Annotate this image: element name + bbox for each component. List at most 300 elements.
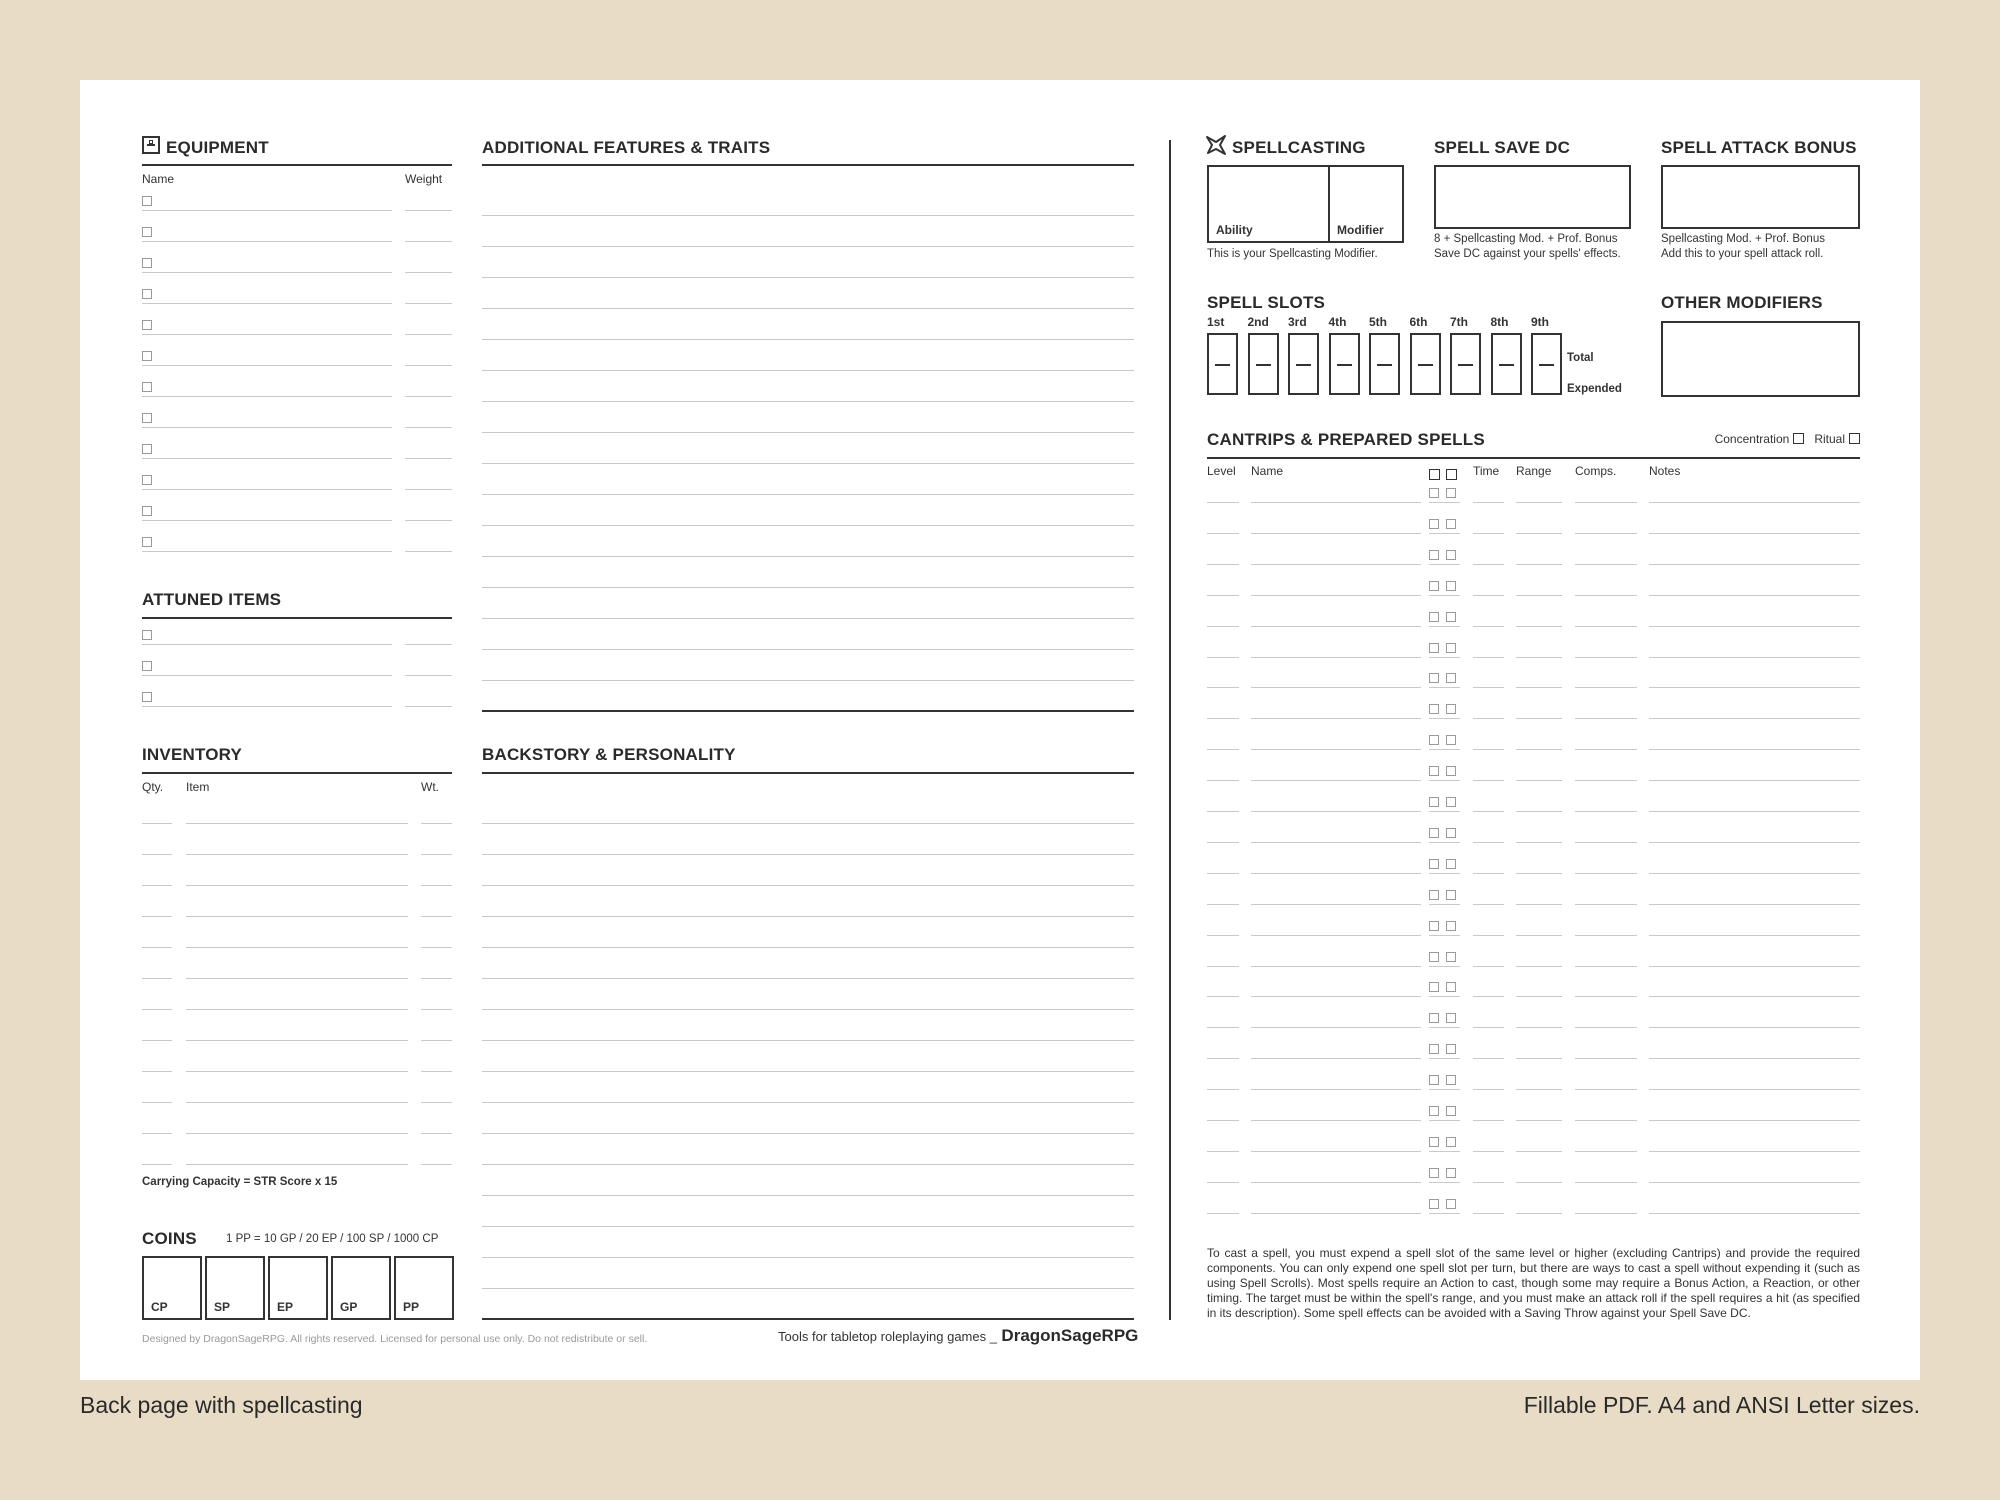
spell-concentration-checkbox[interactable]	[1429, 1199, 1439, 1209]
attuned-weight-line[interactable]	[405, 675, 452, 676]
spell-concentration-checkbox[interactable]	[1429, 1013, 1439, 1023]
spell-notes-line[interactable]	[1649, 564, 1860, 565]
spell-concentration-checkbox[interactable]	[1429, 1137, 1439, 1147]
spell-ritual-checkbox[interactable]	[1446, 550, 1456, 560]
spell-ritual-checkbox[interactable]	[1446, 890, 1456, 900]
equipment-name-line[interactable]	[142, 241, 392, 242]
features-line[interactable]	[482, 587, 1134, 588]
features-line[interactable]	[482, 618, 1134, 619]
features-line[interactable]	[482, 525, 1134, 526]
spell-concentration-checkbox[interactable]	[1429, 890, 1439, 900]
equipment-name-line[interactable]	[142, 396, 392, 397]
spell-comps-line[interactable]	[1575, 904, 1637, 905]
spell-ritual-checkbox[interactable]	[1446, 1199, 1456, 1209]
spell-ritual-checkbox[interactable]	[1446, 488, 1456, 498]
spell-ritual-checkbox[interactable]	[1446, 1044, 1456, 1054]
spell-range-line[interactable]	[1516, 780, 1562, 781]
spell-level-line[interactable]	[1207, 626, 1239, 627]
spell-ritual-checkbox[interactable]	[1446, 952, 1456, 962]
backstory-line[interactable]	[482, 1164, 1134, 1165]
inventory-item-line[interactable]	[186, 916, 408, 917]
spell-comps-line[interactable]	[1575, 1120, 1637, 1121]
spell-notes-line[interactable]	[1649, 1027, 1860, 1028]
features-line[interactable]	[482, 370, 1134, 371]
features-line[interactable]	[482, 277, 1134, 278]
spell-concentration-checkbox[interactable]	[1429, 1044, 1439, 1054]
attuned-name-line[interactable]	[142, 675, 392, 676]
spell-name-line[interactable]	[1251, 595, 1421, 596]
features-line[interactable]	[482, 556, 1134, 557]
spell-concentration-checkbox[interactable]	[1429, 612, 1439, 622]
equipment-checkbox[interactable]	[142, 382, 152, 392]
inventory-item-line[interactable]	[186, 1164, 408, 1165]
spell-notes-line[interactable]	[1649, 966, 1860, 967]
inventory-wt-line[interactable]	[421, 1040, 452, 1041]
equipment-name-line[interactable]	[142, 458, 392, 459]
spell-ritual-checkbox[interactable]	[1446, 766, 1456, 776]
spell-name-line[interactable]	[1251, 626, 1421, 627]
spell-ritual-checkbox[interactable]	[1446, 643, 1456, 653]
inventory-qty-line[interactable]	[142, 1102, 172, 1103]
inventory-qty-line[interactable]	[142, 1133, 172, 1134]
equipment-name-line[interactable]	[142, 427, 392, 428]
inventory-item-line[interactable]	[186, 1102, 408, 1103]
spell-concentration-checkbox[interactable]	[1429, 797, 1439, 807]
spell-comps-line[interactable]	[1575, 873, 1637, 874]
spell-time-line[interactable]	[1473, 1058, 1504, 1059]
equipment-weight-line[interactable]	[405, 396, 452, 397]
features-line[interactable]	[482, 494, 1134, 495]
inventory-wt-line[interactable]	[421, 1133, 452, 1134]
features-line[interactable]	[482, 339, 1134, 340]
spell-time-line[interactable]	[1473, 996, 1504, 997]
spell-level-line[interactable]	[1207, 1058, 1239, 1059]
inventory-wt-line[interactable]	[421, 823, 452, 824]
spell-concentration-checkbox[interactable]	[1429, 735, 1439, 745]
spell-comps-line[interactable]	[1575, 1213, 1637, 1214]
spell-comps-line[interactable]	[1575, 718, 1637, 719]
spell-time-line[interactable]	[1473, 595, 1504, 596]
spell-comps-line[interactable]	[1575, 996, 1637, 997]
spell-time-line[interactable]	[1473, 873, 1504, 874]
spell-comps-line[interactable]	[1575, 811, 1637, 812]
backstory-line[interactable]	[482, 1257, 1134, 1258]
spell-notes-line[interactable]	[1649, 873, 1860, 874]
equipment-weight-line[interactable]	[405, 520, 452, 521]
spell-notes-line[interactable]	[1649, 1182, 1860, 1183]
spell-range-line[interactable]	[1516, 502, 1562, 503]
spell-slot-box-2nd[interactable]	[1248, 333, 1279, 395]
attuned-weight-line[interactable]	[405, 706, 452, 707]
spell-time-line[interactable]	[1473, 533, 1504, 534]
spell-ritual-checkbox[interactable]	[1446, 982, 1456, 992]
spell-time-line[interactable]	[1473, 842, 1504, 843]
spell-name-line[interactable]	[1251, 687, 1421, 688]
spell-range-line[interactable]	[1516, 1182, 1562, 1183]
equipment-checkbox[interactable]	[142, 537, 152, 547]
spell-name-line[interactable]	[1251, 935, 1421, 936]
spell-name-line[interactable]	[1251, 1120, 1421, 1121]
spell-slot-box-7th[interactable]	[1450, 333, 1481, 395]
spell-level-line[interactable]	[1207, 996, 1239, 997]
backstory-line[interactable]	[482, 1102, 1134, 1103]
attuned-checkbox[interactable]	[142, 630, 152, 640]
spell-concentration-checkbox[interactable]	[1429, 581, 1439, 591]
spell-notes-line[interactable]	[1649, 1089, 1860, 1090]
spell-notes-line[interactable]	[1649, 687, 1860, 688]
spell-range-line[interactable]	[1516, 873, 1562, 874]
spell-time-line[interactable]	[1473, 1151, 1504, 1152]
spell-concentration-checkbox[interactable]	[1429, 859, 1439, 869]
spell-ritual-checkbox[interactable]	[1446, 828, 1456, 838]
spell-time-line[interactable]	[1473, 904, 1504, 905]
spell-range-line[interactable]	[1516, 842, 1562, 843]
equipment-weight-line[interactable]	[405, 241, 452, 242]
backstory-line[interactable]	[482, 1195, 1134, 1196]
spell-level-line[interactable]	[1207, 1151, 1239, 1152]
spell-notes-line[interactable]	[1649, 718, 1860, 719]
inventory-wt-line[interactable]	[421, 1009, 452, 1010]
spell-level-line[interactable]	[1207, 718, 1239, 719]
spell-range-line[interactable]	[1516, 718, 1562, 719]
inventory-item-line[interactable]	[186, 1071, 408, 1072]
spell-ritual-checkbox[interactable]	[1446, 673, 1456, 683]
spell-comps-line[interactable]	[1575, 842, 1637, 843]
spell-notes-line[interactable]	[1649, 780, 1860, 781]
spell-name-line[interactable]	[1251, 966, 1421, 967]
features-line[interactable]	[482, 463, 1134, 464]
equipment-weight-line[interactable]	[405, 458, 452, 459]
spell-comps-line[interactable]	[1575, 935, 1637, 936]
spell-comps-line[interactable]	[1575, 780, 1637, 781]
coin-box-gp[interactable]	[331, 1256, 391, 1320]
spell-range-line[interactable]	[1516, 1151, 1562, 1152]
spell-level-line[interactable]	[1207, 1120, 1239, 1121]
spell-level-line[interactable]	[1207, 533, 1239, 534]
spell-name-line[interactable]	[1251, 1058, 1421, 1059]
spell-level-line[interactable]	[1207, 595, 1239, 596]
spell-name-line[interactable]	[1251, 1089, 1421, 1090]
equipment-checkbox[interactable]	[142, 475, 152, 485]
spell-time-line[interactable]	[1473, 626, 1504, 627]
equipment-name-line[interactable]	[142, 551, 392, 552]
spell-level-line[interactable]	[1207, 780, 1239, 781]
spell-level-line[interactable]	[1207, 564, 1239, 565]
spell-range-line[interactable]	[1516, 904, 1562, 905]
equipment-weight-line[interactable]	[405, 334, 452, 335]
spell-comps-line[interactable]	[1575, 626, 1637, 627]
spell-name-line[interactable]	[1251, 904, 1421, 905]
spell-level-line[interactable]	[1207, 1089, 1239, 1090]
spell-concentration-checkbox[interactable]	[1429, 519, 1439, 529]
inventory-item-line[interactable]	[186, 1133, 408, 1134]
equipment-name-line[interactable]	[142, 334, 392, 335]
inventory-qty-line[interactable]	[142, 1040, 172, 1041]
spell-time-line[interactable]	[1473, 811, 1504, 812]
spell-level-line[interactable]	[1207, 1027, 1239, 1028]
spell-ritual-checkbox[interactable]	[1446, 735, 1456, 745]
spell-time-line[interactable]	[1473, 1213, 1504, 1214]
inventory-wt-line[interactable]	[421, 1164, 452, 1165]
spell-level-line[interactable]	[1207, 935, 1239, 936]
inventory-wt-line[interactable]	[421, 947, 452, 948]
spell-notes-line[interactable]	[1649, 657, 1860, 658]
features-line[interactable]	[482, 401, 1134, 402]
spell-notes-line[interactable]	[1649, 935, 1860, 936]
spell-time-line[interactable]	[1473, 1027, 1504, 1028]
spell-level-line[interactable]	[1207, 811, 1239, 812]
spell-ritual-checkbox[interactable]	[1446, 1075, 1456, 1085]
equipment-weight-line[interactable]	[405, 427, 452, 428]
spell-range-line[interactable]	[1516, 533, 1562, 534]
spell-slot-box-6th[interactable]	[1410, 333, 1441, 395]
equipment-weight-line[interactable]	[405, 551, 452, 552]
spell-name-line[interactable]	[1251, 533, 1421, 534]
spell-range-line[interactable]	[1516, 1027, 1562, 1028]
spell-notes-line[interactable]	[1649, 1213, 1860, 1214]
spell-level-line[interactable]	[1207, 1182, 1239, 1183]
spell-range-line[interactable]	[1516, 657, 1562, 658]
backstory-line[interactable]	[482, 854, 1134, 855]
inventory-wt-line[interactable]	[421, 1071, 452, 1072]
equipment-name-line[interactable]	[142, 365, 392, 366]
spell-time-line[interactable]	[1473, 687, 1504, 688]
coin-box-ep[interactable]	[268, 1256, 328, 1320]
spell-comps-line[interactable]	[1575, 595, 1637, 596]
spell-time-line[interactable]	[1473, 935, 1504, 936]
spell-range-line[interactable]	[1516, 1058, 1562, 1059]
coin-box-sp[interactable]	[205, 1256, 265, 1320]
spell-name-line[interactable]	[1251, 811, 1421, 812]
spell-time-line[interactable]	[1473, 1182, 1504, 1183]
features-line[interactable]	[482, 308, 1134, 309]
spell-name-line[interactable]	[1251, 996, 1421, 997]
spell-slot-box-4th[interactable]	[1329, 333, 1360, 395]
attuned-weight-line[interactable]	[405, 644, 452, 645]
spell-range-line[interactable]	[1516, 935, 1562, 936]
spell-name-line[interactable]	[1251, 564, 1421, 565]
spell-comps-line[interactable]	[1575, 1089, 1637, 1090]
spell-comps-line[interactable]	[1575, 502, 1637, 503]
inventory-wt-line[interactable]	[421, 885, 452, 886]
spell-comps-line[interactable]	[1575, 657, 1637, 658]
inventory-qty-line[interactable]	[142, 885, 172, 886]
equipment-name-line[interactable]	[142, 303, 392, 304]
inventory-wt-line[interactable]	[421, 854, 452, 855]
spell-notes-line[interactable]	[1649, 996, 1860, 997]
spellcasting-modifier-box[interactable]	[1328, 165, 1404, 243]
inventory-qty-line[interactable]	[142, 1009, 172, 1010]
attuned-name-line[interactable]	[142, 706, 392, 707]
spell-level-line[interactable]	[1207, 873, 1239, 874]
spell-level-line[interactable]	[1207, 904, 1239, 905]
features-line[interactable]	[482, 649, 1134, 650]
spell-slot-box-9th[interactable]	[1531, 333, 1562, 395]
spell-name-line[interactable]	[1251, 1182, 1421, 1183]
features-line[interactable]	[482, 680, 1134, 681]
spell-range-line[interactable]	[1516, 1213, 1562, 1214]
spell-ritual-checkbox[interactable]	[1446, 519, 1456, 529]
spell-comps-line[interactable]	[1575, 564, 1637, 565]
spell-comps-line[interactable]	[1575, 1027, 1637, 1028]
spell-comps-line[interactable]	[1575, 1058, 1637, 1059]
attuned-checkbox[interactable]	[142, 661, 152, 671]
spell-slot-box-3rd[interactable]	[1288, 333, 1319, 395]
spell-name-line[interactable]	[1251, 780, 1421, 781]
equipment-checkbox[interactable]	[142, 289, 152, 299]
spell-concentration-checkbox[interactable]	[1429, 766, 1439, 776]
spell-name-line[interactable]	[1251, 718, 1421, 719]
spell-ritual-checkbox[interactable]	[1446, 581, 1456, 591]
inventory-qty-line[interactable]	[142, 916, 172, 917]
spell-name-line[interactable]	[1251, 502, 1421, 503]
spell-notes-line[interactable]	[1649, 1151, 1860, 1152]
backstory-line[interactable]	[482, 1071, 1134, 1072]
equipment-name-line[interactable]	[142, 489, 392, 490]
spell-time-line[interactable]	[1473, 718, 1504, 719]
spell-level-line[interactable]	[1207, 502, 1239, 503]
spell-name-line[interactable]	[1251, 657, 1421, 658]
spell-time-line[interactable]	[1473, 657, 1504, 658]
spell-range-line[interactable]	[1516, 626, 1562, 627]
equipment-name-line[interactable]	[142, 520, 392, 521]
spell-notes-line[interactable]	[1649, 626, 1860, 627]
backstory-line[interactable]	[482, 916, 1134, 917]
spell-level-line[interactable]	[1207, 687, 1239, 688]
inventory-item-line[interactable]	[186, 1040, 408, 1041]
backstory-line[interactable]	[482, 978, 1134, 979]
inventory-qty-line[interactable]	[142, 854, 172, 855]
spell-notes-line[interactable]	[1649, 1120, 1860, 1121]
spell-time-line[interactable]	[1473, 564, 1504, 565]
spell-name-line[interactable]	[1251, 1151, 1421, 1152]
equipment-checkbox[interactable]	[142, 258, 152, 268]
spell-concentration-checkbox[interactable]	[1429, 1106, 1439, 1116]
features-line[interactable]	[482, 432, 1134, 433]
inventory-wt-line[interactable]	[421, 978, 452, 979]
inventory-item-line[interactable]	[186, 1009, 408, 1010]
inventory-item-line[interactable]	[186, 947, 408, 948]
backstory-line[interactable]	[482, 1288, 1134, 1289]
spell-concentration-checkbox[interactable]	[1429, 921, 1439, 931]
spell-level-line[interactable]	[1207, 842, 1239, 843]
inventory-qty-line[interactable]	[142, 823, 172, 824]
inventory-qty-line[interactable]	[142, 1071, 172, 1072]
equipment-checkbox[interactable]	[142, 196, 152, 206]
inventory-item-line[interactable]	[186, 885, 408, 886]
equipment-checkbox[interactable]	[142, 413, 152, 423]
backstory-line[interactable]	[482, 1133, 1134, 1134]
spell-attack-bonus-box[interactable]	[1661, 165, 1860, 229]
spell-range-line[interactable]	[1516, 564, 1562, 565]
backstory-line[interactable]	[482, 823, 1134, 824]
attuned-checkbox[interactable]	[142, 692, 152, 702]
spell-time-line[interactable]	[1473, 502, 1504, 503]
equipment-name-line[interactable]	[142, 210, 392, 211]
spell-level-line[interactable]	[1207, 657, 1239, 658]
spell-notes-line[interactable]	[1649, 1058, 1860, 1059]
spell-notes-line[interactable]	[1649, 533, 1860, 534]
spell-name-line[interactable]	[1251, 873, 1421, 874]
backstory-line[interactable]	[482, 1226, 1134, 1227]
features-line[interactable]	[482, 215, 1134, 216]
spell-save-dc-box[interactable]	[1434, 165, 1631, 229]
spell-range-line[interactable]	[1516, 996, 1562, 997]
equipment-checkbox[interactable]	[142, 444, 152, 454]
spell-name-line[interactable]	[1251, 842, 1421, 843]
spell-notes-line[interactable]	[1649, 811, 1860, 812]
spell-concentration-checkbox[interactable]	[1429, 673, 1439, 683]
spell-ritual-checkbox[interactable]	[1446, 859, 1456, 869]
spell-level-line[interactable]	[1207, 966, 1239, 967]
spell-ritual-checkbox[interactable]	[1446, 612, 1456, 622]
spell-range-line[interactable]	[1516, 595, 1562, 596]
equipment-weight-line[interactable]	[405, 365, 452, 366]
spell-comps-line[interactable]	[1575, 749, 1637, 750]
spell-range-line[interactable]	[1516, 1120, 1562, 1121]
spell-concentration-checkbox[interactable]	[1429, 952, 1439, 962]
spell-notes-line[interactable]	[1649, 502, 1860, 503]
inventory-wt-line[interactable]	[421, 1102, 452, 1103]
inventory-qty-line[interactable]	[142, 1164, 172, 1165]
equipment-weight-line[interactable]	[405, 303, 452, 304]
spell-time-line[interactable]	[1473, 749, 1504, 750]
spell-notes-line[interactable]	[1649, 842, 1860, 843]
spell-slot-box-1st[interactable]	[1207, 333, 1238, 395]
spell-ritual-checkbox[interactable]	[1446, 1168, 1456, 1178]
attuned-name-line[interactable]	[142, 644, 392, 645]
equipment-checkbox[interactable]	[142, 227, 152, 237]
spell-range-line[interactable]	[1516, 811, 1562, 812]
spell-concentration-checkbox[interactable]	[1429, 982, 1439, 992]
spell-level-line[interactable]	[1207, 1213, 1239, 1214]
spell-concentration-checkbox[interactable]	[1429, 488, 1439, 498]
spell-name-line[interactable]	[1251, 749, 1421, 750]
inventory-qty-line[interactable]	[142, 947, 172, 948]
spell-notes-line[interactable]	[1649, 749, 1860, 750]
inventory-item-line[interactable]	[186, 978, 408, 979]
spell-ritual-checkbox[interactable]	[1446, 1106, 1456, 1116]
spell-slot-box-8th[interactable]	[1491, 333, 1522, 395]
spell-range-line[interactable]	[1516, 687, 1562, 688]
equipment-weight-line[interactable]	[405, 272, 452, 273]
spellcasting-ability-box[interactable]	[1207, 165, 1330, 243]
spell-slot-box-5th[interactable]	[1369, 333, 1400, 395]
spell-ritual-checkbox[interactable]	[1446, 1137, 1456, 1147]
spell-comps-line[interactable]	[1575, 1151, 1637, 1152]
spell-concentration-checkbox[interactable]	[1429, 704, 1439, 714]
backstory-line[interactable]	[482, 885, 1134, 886]
backstory-line[interactable]	[482, 1040, 1134, 1041]
spell-time-line[interactable]	[1473, 780, 1504, 781]
inventory-qty-line[interactable]	[142, 978, 172, 979]
coin-box-cp[interactable]	[142, 1256, 202, 1320]
inventory-item-line[interactable]	[186, 823, 408, 824]
features-line[interactable]	[482, 246, 1134, 247]
spell-notes-line[interactable]	[1649, 904, 1860, 905]
coin-box-pp[interactable]	[394, 1256, 454, 1320]
spell-comps-line[interactable]	[1575, 966, 1637, 967]
spell-ritual-checkbox[interactable]	[1446, 704, 1456, 714]
spell-name-line[interactable]	[1251, 1027, 1421, 1028]
spell-ritual-checkbox[interactable]	[1446, 921, 1456, 931]
equipment-checkbox[interactable]	[142, 320, 152, 330]
spell-name-line[interactable]	[1251, 1213, 1421, 1214]
spell-notes-line[interactable]	[1649, 595, 1860, 596]
spell-range-line[interactable]	[1516, 749, 1562, 750]
spell-concentration-checkbox[interactable]	[1429, 1168, 1439, 1178]
other-modifiers-box[interactable]	[1661, 321, 1860, 397]
